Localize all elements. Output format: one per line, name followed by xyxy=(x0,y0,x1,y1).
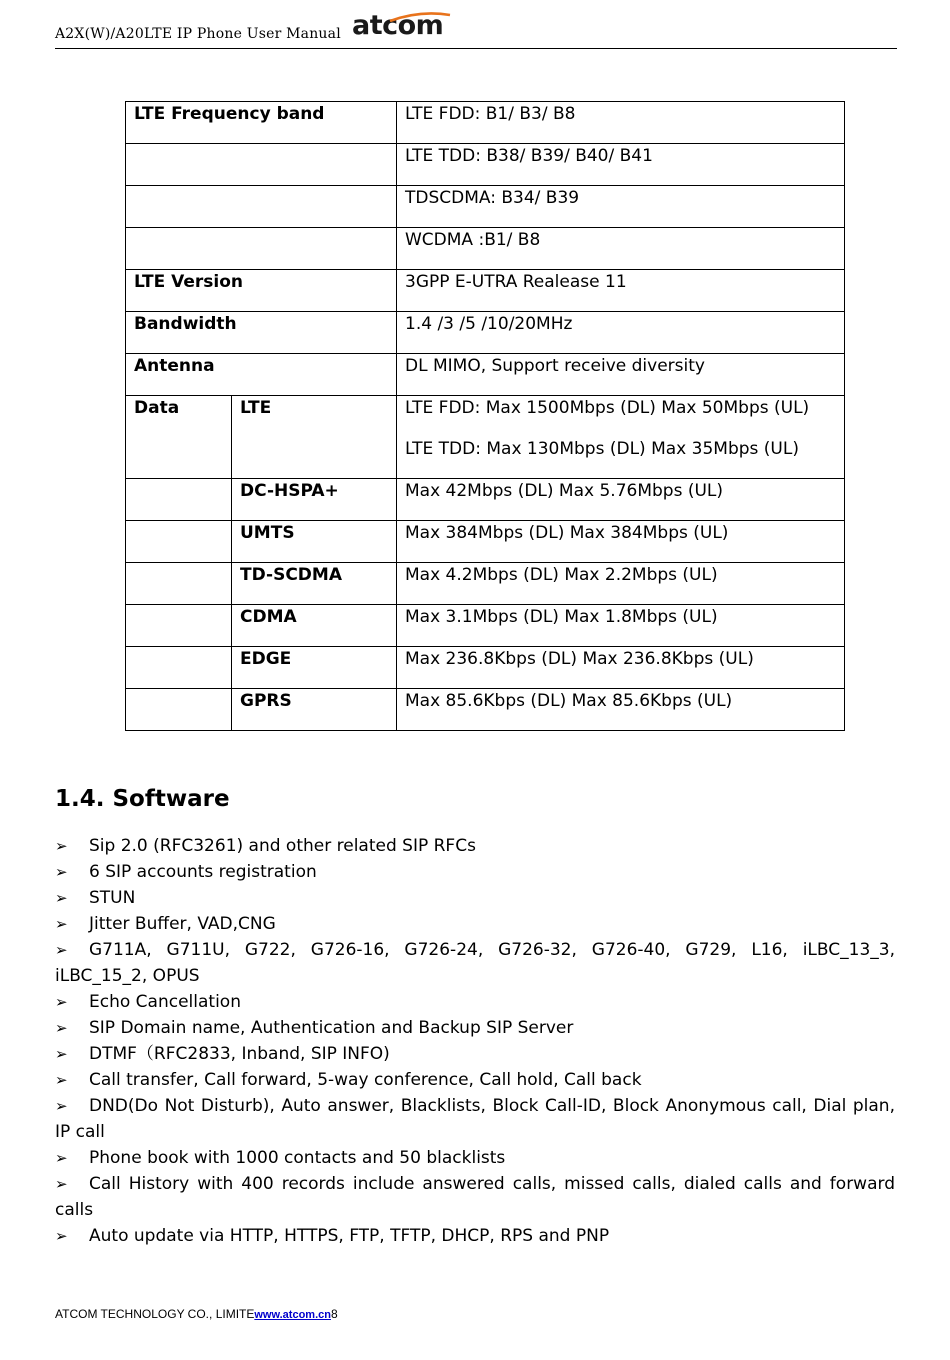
spec-sublabel-cell xyxy=(232,521,397,563)
page-header xyxy=(55,12,897,49)
spec-label-cell xyxy=(126,144,397,186)
table-row xyxy=(126,186,845,228)
spec-label xyxy=(134,605,223,606)
list-item xyxy=(55,937,895,989)
spec-value: Max 3.1Mbps (DL) Max 1.8Mbps (UL) xyxy=(405,607,718,627)
table-row xyxy=(126,563,845,605)
spec-label xyxy=(134,479,223,480)
list-item xyxy=(55,1041,895,1067)
table-row xyxy=(126,689,845,731)
spec-value-cell xyxy=(397,102,845,144)
bullet-arrow-icon: ➢ xyxy=(55,941,68,959)
spec-value-cell xyxy=(397,689,845,731)
table-row xyxy=(126,605,845,647)
spec-sublabel: TD-SCDMA xyxy=(240,565,342,585)
spec-label xyxy=(134,186,388,187)
list-item-text: Echo Cancellation xyxy=(89,992,241,1012)
table-row xyxy=(126,312,845,354)
spec-label-cell xyxy=(126,396,232,479)
table-row xyxy=(126,521,845,563)
list-item xyxy=(55,989,895,1015)
table-row xyxy=(126,228,845,270)
spec-label-cell xyxy=(126,270,397,312)
spec-value-cell xyxy=(397,396,845,479)
table-row xyxy=(126,270,845,312)
spec-label xyxy=(134,521,223,522)
spec-value-cell xyxy=(397,312,845,354)
spec-value: Max 236.8Kbps (DL) Max 236.8Kbps (UL) xyxy=(405,649,754,669)
list-item-text: STUN xyxy=(89,888,136,908)
spec-sublabel-cell xyxy=(232,396,397,479)
spec-sublabel-cell xyxy=(232,647,397,689)
bullet-arrow-icon: ➢ xyxy=(55,1019,68,1037)
spec-sublabel-cell xyxy=(232,605,397,647)
page-footer xyxy=(55,1307,338,1321)
software-feature-list xyxy=(55,833,895,1249)
footer-website-link[interactable]: www.atcom.cn xyxy=(254,1309,331,1321)
spec-label-cell xyxy=(126,647,232,689)
spec-label: LTE Version xyxy=(134,272,244,292)
list-item-text: G711A, G711U, G722, G726-16, G726-24, G726-32, G726-40, G729, L16, iLBC_13_3, iLBC_15_2, OPUS xyxy=(55,940,895,986)
list-item-text: Auto update via HTTP, HTTPS, FTP, TFTP, DHCP, RPS and PNP xyxy=(89,1226,610,1246)
spec-value: LTE FDD: B1/ B3/ B8 xyxy=(405,104,576,124)
spec-label xyxy=(134,647,223,648)
list-item-text: 6 SIP accounts registration xyxy=(89,862,317,882)
spec-label: LTE Frequency band xyxy=(134,104,325,124)
section-title: 1.4. Software xyxy=(55,786,230,812)
table-row xyxy=(126,102,845,144)
spec-label: Antenna xyxy=(134,356,215,376)
spec-value: Max 384Mbps (DL) Max 384Mbps (UL) xyxy=(405,523,729,543)
spec-value-cell xyxy=(397,354,845,396)
spec-label-cell xyxy=(126,605,232,647)
list-item-text: Call History with 400 records include answered calls, missed calls, dialed calls and forward calls xyxy=(55,1174,895,1220)
spec-value: Max 42Mbps (DL) Max 5.76Mbps (UL) xyxy=(405,481,724,501)
spec-label xyxy=(134,144,388,145)
list-item-text: Jitter Buffer, VAD,CNG xyxy=(89,914,276,934)
spec-value: LTE FDD: Max 1500Mbps (DL) Max 50Mbps (UL) xyxy=(405,398,810,418)
table-row xyxy=(126,144,845,186)
list-item xyxy=(55,885,895,911)
spec-value-cell xyxy=(397,605,845,647)
bullet-arrow-icon: ➢ xyxy=(55,1045,68,1063)
bullet-arrow-icon: ➢ xyxy=(55,1097,68,1115)
spec-sublabel: LTE xyxy=(240,398,272,418)
spec-value: 3GPP E-UTRA Realease 11 xyxy=(405,272,627,292)
spec-value: Max 85.6Kbps (DL) Max 85.6Kbps (UL) xyxy=(405,691,733,711)
spec-sublabel-cell xyxy=(232,689,397,731)
spec-value: LTE TDD: B38/ B39/ B40/ B41 xyxy=(405,146,653,166)
list-item-text: Sip 2.0 (RFC3261) and other related SIP RFCs xyxy=(89,836,476,856)
spec-value-cell xyxy=(397,479,845,521)
spec-value-cell xyxy=(397,144,845,186)
footer-company: ATCOM TECHNOLOGY CO., LIMITE xyxy=(55,1307,255,1321)
table-row xyxy=(126,647,845,689)
spec-sublabel: DC-HSPA+ xyxy=(240,481,339,501)
spec-sublabel-cell xyxy=(232,479,397,521)
spec-value: WCDMA :B1/ B8 xyxy=(405,230,541,250)
list-item xyxy=(55,859,895,885)
list-item-text: Phone book with 1000 contacts and 50 blacklists xyxy=(89,1148,506,1168)
list-item xyxy=(55,1067,895,1093)
spec-label xyxy=(134,228,388,229)
bullet-arrow-icon: ➢ xyxy=(55,993,68,1011)
spec-label: Bandwidth xyxy=(134,314,237,334)
spec-value: TDSCDMA: B34/ B39 xyxy=(405,188,580,208)
spec-value-cell xyxy=(397,186,845,228)
spec-value-secondary: LTE TDD: Max 130Mbps (DL) Max 35Mbps (UL) xyxy=(405,439,799,459)
spec-sublabel: EDGE xyxy=(240,649,292,669)
bullet-arrow-icon: ➢ xyxy=(55,863,68,881)
spec-value: 1.4 /3 /5 /10/20MHz xyxy=(405,314,573,334)
spec-sublabel: UMTS xyxy=(240,523,295,543)
spec-table xyxy=(125,101,845,731)
table-row xyxy=(126,396,845,479)
spec-label-cell xyxy=(126,689,232,731)
manual-title: A2X(W)/A20LTE IP Phone User Manual xyxy=(55,26,341,42)
bullet-arrow-icon: ➢ xyxy=(55,1227,68,1245)
spec-label-cell xyxy=(126,563,232,605)
spec-label xyxy=(134,563,223,564)
spec-value: DL MIMO, Support receive diversity xyxy=(405,356,705,376)
spec-value-cell xyxy=(397,521,845,563)
list-item xyxy=(55,1145,895,1171)
list-item xyxy=(55,1223,895,1249)
spec-label xyxy=(134,689,223,690)
table-row xyxy=(126,479,845,521)
spec-sublabel: GPRS xyxy=(240,691,292,711)
spec-value-cell xyxy=(397,647,845,689)
list-item xyxy=(55,1093,895,1145)
spec-label-cell xyxy=(126,186,397,228)
list-item-text: DND(Do Not Disturb), Auto answer, Blacklists, Block Call-ID, Block Anonymous call, Dial plan, IP call xyxy=(55,1096,895,1142)
list-item xyxy=(55,1015,895,1041)
list-item xyxy=(55,833,895,859)
spec-value: Max 4.2Mbps (DL) Max 2.2Mbps (UL) xyxy=(405,565,718,585)
bullet-arrow-icon: ➢ xyxy=(55,915,68,933)
bullet-arrow-icon: ➢ xyxy=(55,1175,68,1193)
page-number: 8 xyxy=(330,1307,338,1321)
spec-label-cell xyxy=(126,312,397,354)
list-item-text: SIP Domain name, Authentication and Backup SIP Server xyxy=(89,1018,574,1038)
logo-swoosh-icon xyxy=(388,12,452,22)
spec-sublabel: CDMA xyxy=(240,607,297,627)
spec-label: Data xyxy=(134,398,180,418)
spec-value-cell xyxy=(397,563,845,605)
spec-label-cell xyxy=(126,228,397,270)
bullet-arrow-icon: ➢ xyxy=(55,837,68,855)
logo-text: atcom xyxy=(352,10,444,41)
atcom-logo xyxy=(352,10,443,41)
bullet-arrow-icon: ➢ xyxy=(55,1149,68,1167)
spec-sublabel-cell xyxy=(232,563,397,605)
table-row xyxy=(126,354,845,396)
spec-label-cell xyxy=(126,354,397,396)
spec-value-cell xyxy=(397,228,845,270)
bullet-arrow-icon: ➢ xyxy=(55,1071,68,1089)
spec-label-cell xyxy=(126,479,232,521)
spec-label-cell xyxy=(126,521,232,563)
list-item-text: DTMF（RFC2833, Inband, SIP INFO) xyxy=(89,1044,390,1064)
list-item xyxy=(55,911,895,937)
list-item-text: Call transfer, Call forward, 5-way conference, Call hold, Call back xyxy=(89,1070,642,1090)
spec-value-cell xyxy=(397,270,845,312)
bullet-arrow-icon: ➢ xyxy=(55,889,68,907)
spec-label-cell xyxy=(126,102,397,144)
list-item xyxy=(55,1171,895,1223)
